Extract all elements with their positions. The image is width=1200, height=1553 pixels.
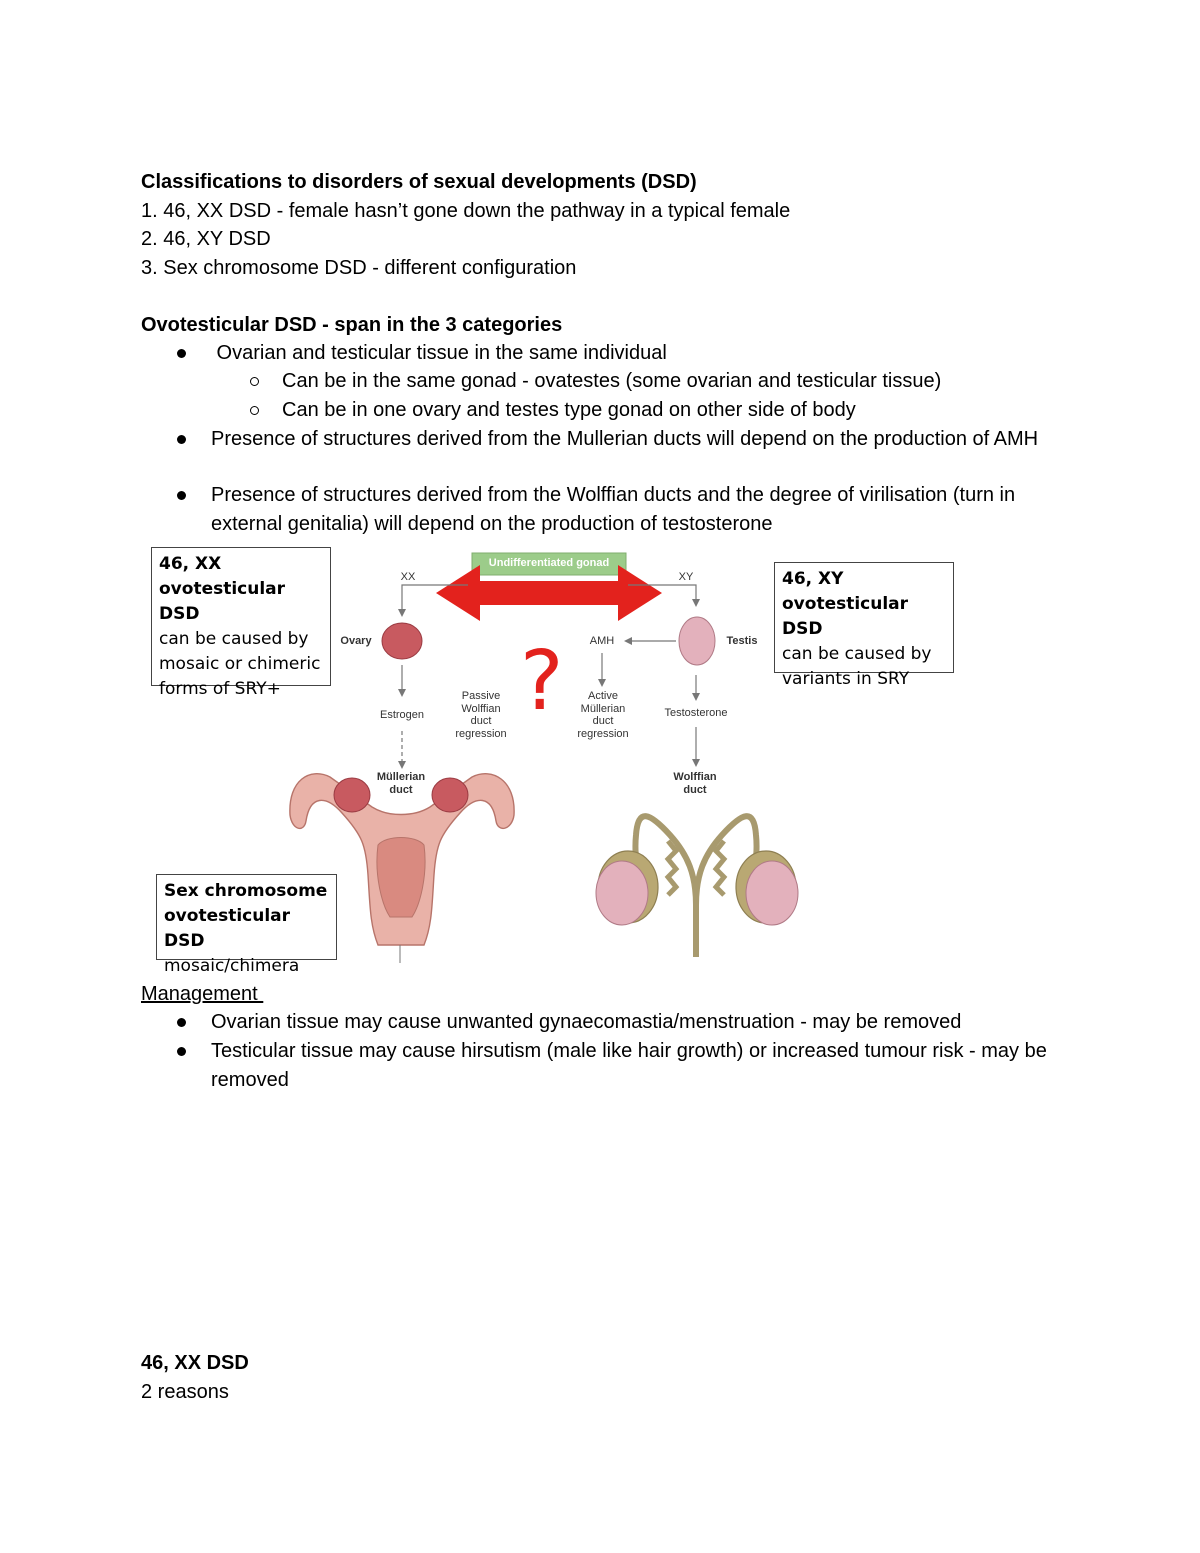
left-seminal-vesicle [668, 841, 676, 895]
bullet-text: Presence of structures derived from the Mullerian ducts will depend on the production of AMH [211, 428, 1039, 450]
right-seminal-vesicle [716, 841, 724, 895]
testis-label: Testis [726, 635, 758, 647]
bullet-text: Testicular tissue may cause hirsutism (male like hair growth) or increased tumour risk - may be removed [211, 1040, 1047, 1091]
box-sex-chromosome: Sex chromosome ovotesticular DSD mosaic/chimera [156, 874, 337, 960]
sub-bullet-text: Can be in the same gonad - ovatestes (some ovarian and testicular tissue) [282, 370, 942, 392]
xy-label: XY [678, 571, 694, 583]
reasons-text: 2 reasons [141, 1381, 229, 1403]
management-heading: Management [141, 983, 264, 1005]
testis-shape [679, 617, 715, 665]
list-item: 2. 46, XY DSD [141, 228, 271, 250]
bullet-text: Presence of structures derived from the Wolffian ducts and the degree of virilisation (turn in external genitalia) will depend on the production of testosterone [211, 484, 1016, 535]
bullet-text: Ovarian and testicular tissue in the same individual [211, 342, 667, 364]
uterus-cavity [377, 838, 425, 918]
ovary-shape [382, 623, 422, 659]
passive-regression-label: Passive Wolffian duct regression [455, 690, 507, 740]
sub-bullet-text: Can be in one ovary and testes type gonad on other side of body [282, 399, 856, 421]
active-regression-label: Active Müllerian duct regression [577, 690, 629, 740]
box-46xy: 46, XY ovotesticular DSD can be caused by variants in SRY [774, 562, 954, 673]
xx-dsd-heading: 46, XX DSD [141, 1352, 249, 1374]
left-testis-shape [596, 861, 648, 925]
ovotesticular-heading: Ovotesticular DSD - span in the 3 categories [141, 314, 563, 336]
wolffian-duct-label: Wolffian duct [673, 771, 717, 796]
amh-label: AMH [589, 635, 615, 647]
sub-bullet-ring [250, 406, 259, 415]
box-46xx: 46, XX ovotesticular DSD can be caused by mosaic or chimeric forms of SRY+ [151, 547, 331, 686]
bullet-dot [177, 491, 186, 500]
dsd-diagram [140, 545, 960, 976]
classifications-heading: Classifications to disorders of sexual developments (DSD) [141, 171, 697, 193]
estrogen-label: Estrogen [379, 709, 425, 721]
question-mark: ? [520, 634, 564, 729]
bullet-text: Ovarian tissue may cause unwanted gynaecomastia/menstruation - may be removed [211, 1011, 962, 1033]
bullet-dot [177, 1047, 186, 1056]
right-testis-shape [746, 861, 798, 925]
bullet-dot [177, 435, 186, 444]
right-ovary-shape [432, 778, 468, 812]
ovary-label: Ovary [340, 635, 372, 647]
list-item: 3. Sex chromosome DSD - different configuration [141, 257, 577, 279]
testosterone-label: Testosterone [664, 707, 728, 719]
mullerian-duct-label: Müllerian duct [376, 771, 426, 796]
sub-bullet-ring [250, 377, 259, 386]
left-ovary-shape [334, 778, 370, 812]
bullet-dot [177, 1018, 186, 1027]
xx-label: XX [400, 571, 416, 583]
bullet-dot [177, 349, 186, 358]
list-item: 1. 46, XX DSD - female hasn’t gone down the pathway in a typical female [141, 200, 791, 222]
undifferentiated-label: Undifferentiated gonad [488, 557, 610, 569]
